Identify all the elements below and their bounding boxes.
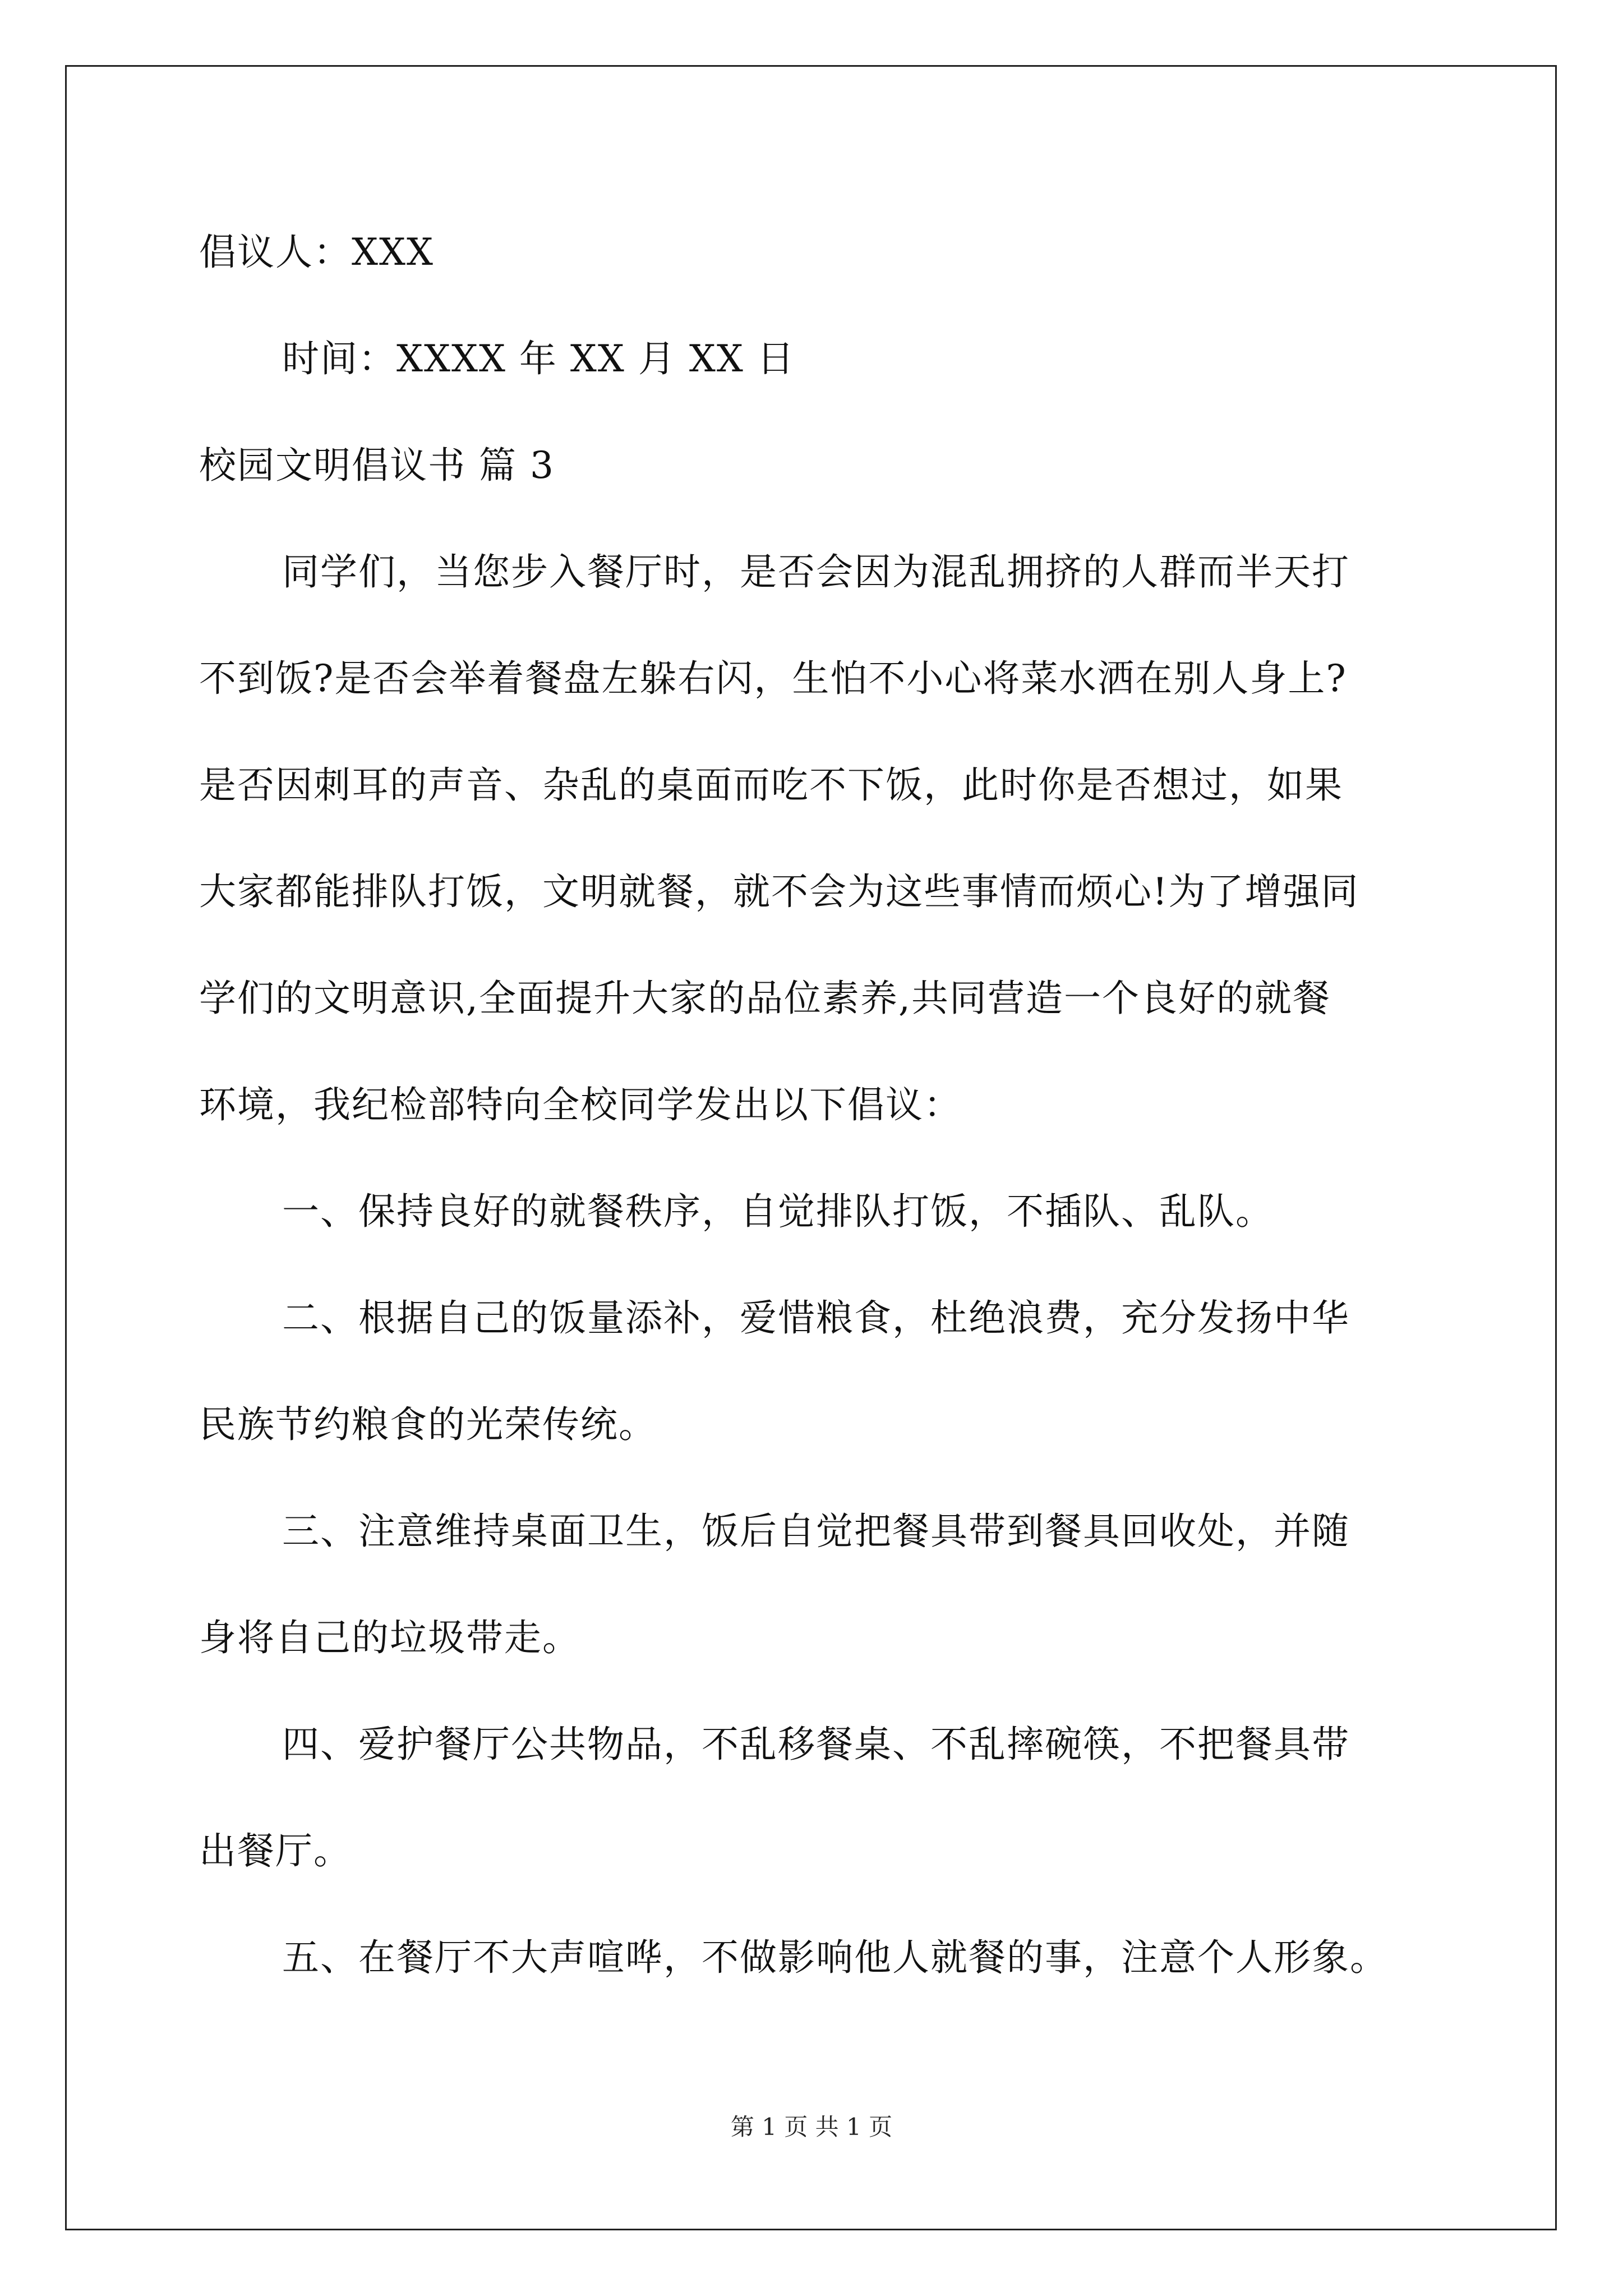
- paragraph-line: 同学们，当您步入餐厅时，是否会因为混乱拥挤的人群而半天打: [282, 550, 1350, 593]
- proposal-item-3: 三、注意维持桌面卫生，饭后自觉把餐具带到餐具回收处，并随: [282, 1510, 1350, 1553]
- proposal-item-2: 二、根据自己的饭量添补，爱惜粮食，杜绝浪费，充分发扬中华: [282, 1296, 1350, 1340]
- paragraph-line: 不到饭?是否会举着餐盘左躲右闪，生怕不小心将菜水洒在别人身上?: [199, 657, 1347, 700]
- proposal-item-1: 一、保持良好的就餐秩序，自觉排队打饭，不插队、乱队。: [282, 1190, 1274, 1233]
- proposal-item-4-cont: 出餐厅。: [199, 1829, 352, 1872]
- paragraph-line: 大家都能排队打饭，文明就餐，就不会为这些事情而烦心!为了增强同: [199, 870, 1359, 913]
- page-border: [65, 65, 1557, 2230]
- initiator-line: 倡议人：XXX: [199, 231, 434, 274]
- paragraph-line: 环境，我纪检部特向全校同学发出以下倡议：: [199, 1083, 962, 1126]
- paragraph-line: 学们的文明意识,全面提升大家的品位素养,共同营造一个良好的就餐: [199, 977, 1331, 1020]
- date-line: 时间：XXXX 年 XX 月 XX 日: [282, 337, 795, 380]
- proposal-item-3-cont: 身将自己的垃圾带走。: [199, 1616, 580, 1659]
- page-footer: 第 1 页 共 1 页: [730, 2113, 893, 2141]
- paragraph-line: 是否因刺耳的声音、杂乱的桌面而吃不下饭，此时你是否想过，如果: [199, 763, 1343, 807]
- proposal-item-2-cont: 民族节约粮食的光荣传统。: [199, 1403, 657, 1446]
- proposal-item-4: 四、爱护餐厅公共物品，不乱移餐桌、不乱摔碗筷，不把餐具带: [282, 1723, 1350, 1766]
- proposal-item-5: 五、在餐厅不大声喧哗，不做影响他人就餐的事，注意个人形象。: [282, 1936, 1388, 1979]
- section-title: 校园文明倡议书 篇 3: [199, 444, 555, 487]
